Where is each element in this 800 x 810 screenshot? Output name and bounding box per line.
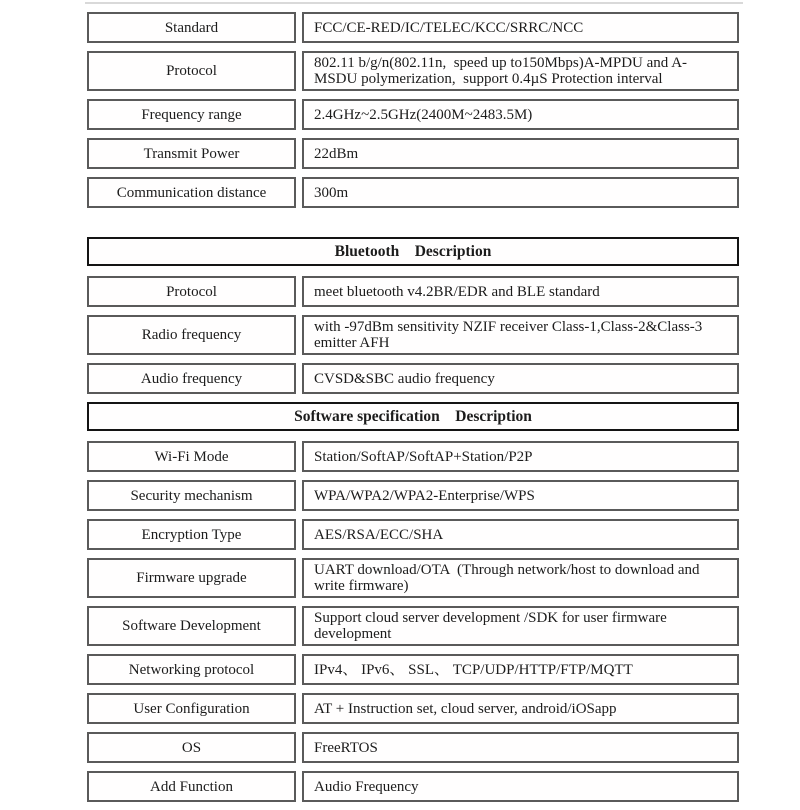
spec-value: 802.11 b/g/n(802.11n, speed up to150Mbps)A-MPDU and A-MSDU polymerization, support 0.4µS Protection interval xyxy=(302,51,739,91)
spec-label: User Configuration xyxy=(87,693,296,724)
cropped-row-divider xyxy=(85,2,743,4)
spec-value: meet bluetooth v4.2BR/EDR and BLE standard xyxy=(302,276,739,307)
table-row xyxy=(87,771,739,802)
table-row xyxy=(87,480,739,511)
spec-value: AES/RSA/ECC/SHA xyxy=(302,519,739,550)
spec-label: Audio frequency xyxy=(87,363,296,394)
bluetooth-section-header: Bluetooth Description xyxy=(87,237,739,266)
section-spacer xyxy=(87,216,739,237)
spec-label: OS xyxy=(87,732,296,763)
spec-value: with -97dBm sensitivity NZIF receiver Class-1,Class-2&Class-3 emitter AFH xyxy=(302,315,739,355)
table-row xyxy=(87,558,739,598)
spec-label: Communication distance xyxy=(87,177,296,208)
spec-value: WPA/WPA2/WPA2-Enterprise/WPS xyxy=(302,480,739,511)
spec-label: Wi-Fi Mode xyxy=(87,441,296,472)
spec-label: Add Function xyxy=(87,771,296,802)
spec-label: Protocol xyxy=(87,51,296,91)
spec-label: Standard xyxy=(87,12,296,43)
spec-label: Security mechanism xyxy=(87,480,296,511)
spec-value: 2.4GHz~2.5GHz(2400M~2483.5M) xyxy=(302,99,739,130)
specification-table xyxy=(87,12,739,810)
table-row xyxy=(87,693,739,724)
spec-value: Station/SoftAP/SoftAP+Station/P2P xyxy=(302,441,739,472)
table-row xyxy=(87,276,739,307)
spec-label: Frequency range xyxy=(87,99,296,130)
table-row xyxy=(87,177,739,208)
table-row xyxy=(87,315,739,355)
table-row xyxy=(87,51,739,91)
spec-label: Radio frequency xyxy=(87,315,296,355)
spec-value: FCC/CE-RED/IC/TELEC/KCC/SRRC/NCC xyxy=(302,12,739,43)
spec-value: Audio Frequency xyxy=(302,771,739,802)
table-row xyxy=(87,441,739,472)
spec-value: 22dBm xyxy=(302,138,739,169)
software-section-header: Software specification Description xyxy=(87,402,739,431)
spec-label: Networking protocol xyxy=(87,654,296,685)
spec-value: 300m xyxy=(302,177,739,208)
table-row xyxy=(87,654,739,685)
spec-label: Encryption Type xyxy=(87,519,296,550)
spec-label: Firmware upgrade xyxy=(87,558,296,598)
table-row xyxy=(87,606,739,646)
spec-label: Software Development xyxy=(87,606,296,646)
spec-value: CVSD&SBC audio frequency xyxy=(302,363,739,394)
table-row xyxy=(87,12,739,43)
spec-label: Protocol xyxy=(87,276,296,307)
table-row xyxy=(87,732,739,763)
table-row xyxy=(87,519,739,550)
table-row xyxy=(87,138,739,169)
spec-value: Support cloud server development /SDK for user firmware development xyxy=(302,606,739,646)
spec-value: AT + Instruction set, cloud server, android/iOSapp xyxy=(302,693,739,724)
spec-value: UART download/OTA (Through network/host to download and write firmware) xyxy=(302,558,739,598)
table-row xyxy=(87,99,739,130)
spec-label: Transmit Power xyxy=(87,138,296,169)
spec-value: FreeRTOS xyxy=(302,732,739,763)
table-row xyxy=(87,363,739,394)
spec-value: IPv4、 IPv6、 SSL、 TCP/UDP/HTTP/FTP/MQTT xyxy=(302,654,739,685)
